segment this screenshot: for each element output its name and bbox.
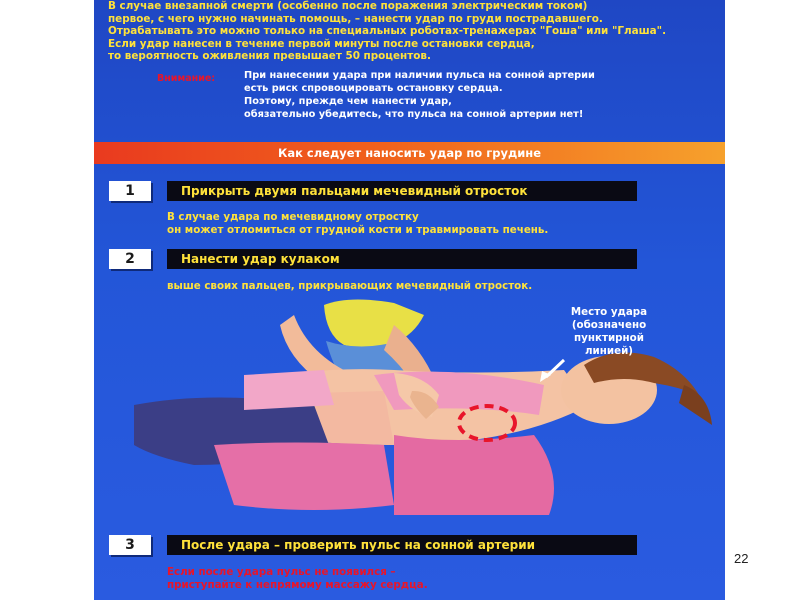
- cpr-poster: [94, 0, 725, 600]
- step-2-number: 2: [109, 249, 151, 269]
- patient-figure: [134, 353, 712, 516]
- step-2-description: [167, 280, 532, 293]
- warning-line: Поэтому, прежде чем нанести удар,: [244, 96, 452, 107]
- callout-line: (обозначено: [571, 319, 647, 331]
- callout-line: пунктирной линией): [574, 332, 644, 357]
- step-2-desc-line: выше своих пальцев, прикрывающих мечевидный отросток.: [167, 280, 533, 292]
- intro-line: то вероятность оживления превышает 50 процентов.: [108, 50, 431, 63]
- step-2-title: Нанести удар кулаком: [167, 249, 637, 269]
- warning-note: [244, 69, 595, 121]
- banner-title: Как следует наносить удар по грудине: [277, 146, 542, 160]
- intro-line: В случае внезапной смерти (особенно после поражения электрическим током): [108, 0, 588, 12]
- intro-text: [108, 0, 718, 63]
- intro-line: Отрабатывать это можно только на специальных роботах-тренажерах "Гоша" или "Глаша".: [108, 25, 667, 38]
- warning-label: Внимание:: [157, 73, 216, 84]
- impact-callout: [549, 306, 669, 358]
- warning-line: обязательно убедитесь, что пульса на сонной артерии нет!: [244, 109, 584, 120]
- page-number: 22: [734, 551, 749, 566]
- step-1-desc-line: он может отломиться от грудной кости и травмировать печень.: [167, 224, 549, 236]
- intro-line: первое, с чего нужно начинать помощь, – нанести удар по груди пострадавшего.: [108, 12, 603, 25]
- step-1-desc-line: В случае удара по мечевидному отростку: [167, 211, 419, 223]
- step-1-number: 1: [109, 181, 151, 201]
- step-1-description: [167, 211, 548, 237]
- step-3-number: 3: [109, 535, 151, 555]
- step-1-title: Прикрыть двумя пальцами мечевидный отросток: [167, 181, 637, 201]
- step-3-title: После удара – проверить пульс на сонной артерии: [167, 535, 637, 555]
- step-3-desc-line: приступайте к непрямому массажу сердца.: [167, 579, 428, 591]
- section-banner: [94, 142, 725, 164]
- callout-line: Место удара: [570, 306, 648, 318]
- warning-line: есть риск спровоцировать остановку сердца.: [244, 83, 503, 94]
- patient-head: [561, 353, 712, 426]
- warning-line: При нанесении удара при наличии пульса на сонной артерии: [244, 70, 595, 81]
- step-3-desc-line: Если после удара пульс не появился –: [167, 566, 396, 578]
- step-3-description: [167, 566, 428, 592]
- intro-line: Если удар нанесен в течение первой минуты после остановки сердца,: [108, 37, 535, 50]
